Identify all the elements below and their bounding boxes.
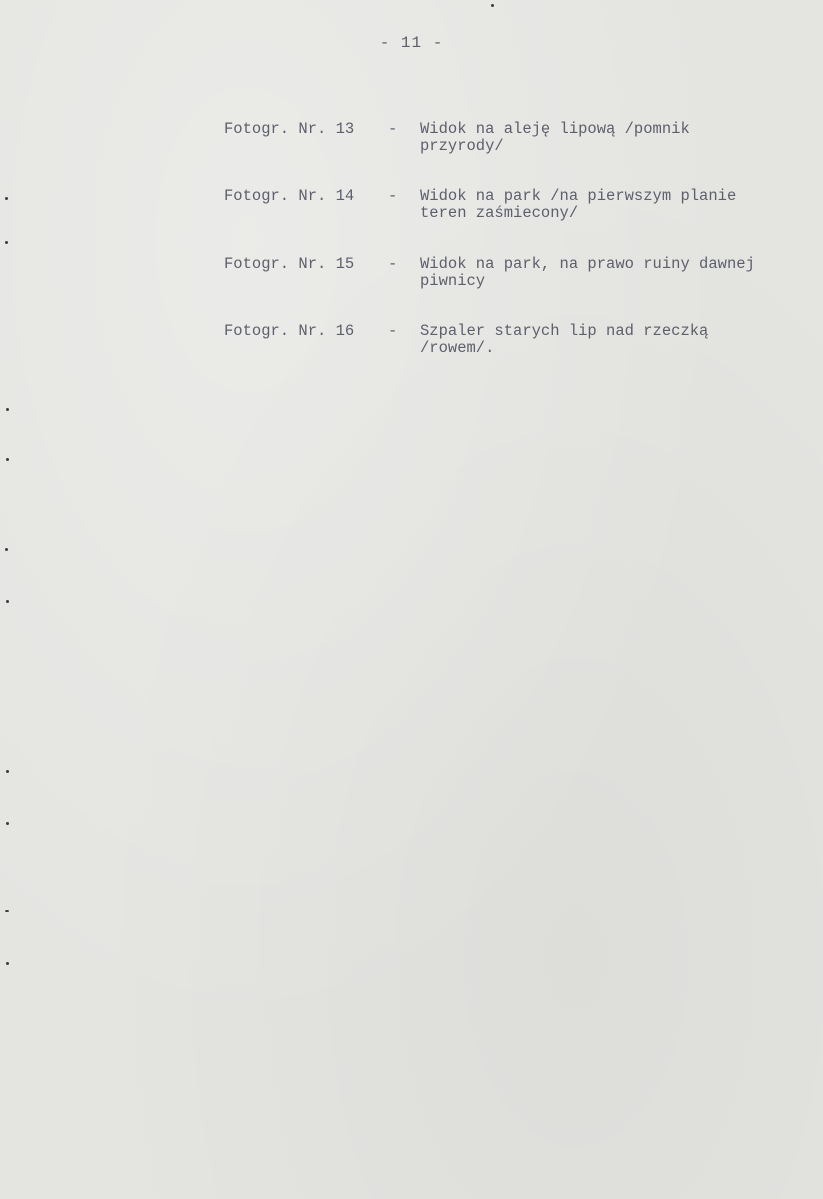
separator-dash: - [388,187,398,205]
photo-label: Fotogr. Nr. 15 [224,255,355,273]
description-line: Widok na park, na prawo ruiny dawnej [420,255,755,273]
description-line: teren zaśmiecony/ [420,204,579,222]
paper-speck [5,548,8,551]
separator-dash: - [388,255,398,273]
description-line: Widok na park /na pierwszym planie [420,187,737,205]
page-number: - 11 - [379,34,444,52]
separator-dash: - [388,322,398,340]
photo-label: Fotogr. Nr. 14 [224,187,355,205]
description-line: piwnicy [420,272,486,290]
description-line: /rowem/. [420,339,495,357]
paper-speck [5,910,9,912]
photo-label: Fotogr. Nr. 13 [224,120,355,138]
paper-speck [6,962,9,965]
paper-speck [6,822,9,825]
paper-speck [5,241,8,244]
photo-description [420,256,820,290]
photo-label: Fotogr. Nr. 16 [224,322,355,340]
paper-speck [6,600,9,603]
separator-dash: - [388,120,398,138]
description-line: Widok na aleję lipową /pomnik [420,120,690,138]
paper-speck [6,408,9,411]
paper-speck [6,458,9,461]
photo-description [420,323,820,357]
photo-description [420,121,820,155]
paper-speck [5,197,8,200]
description-line: przyrody/ [420,137,504,155]
description-line: Szpaler starych lip nad rzeczką [420,322,709,340]
photo-description [420,188,820,222]
paper-speck [6,770,9,773]
paper-speck [491,4,494,7]
